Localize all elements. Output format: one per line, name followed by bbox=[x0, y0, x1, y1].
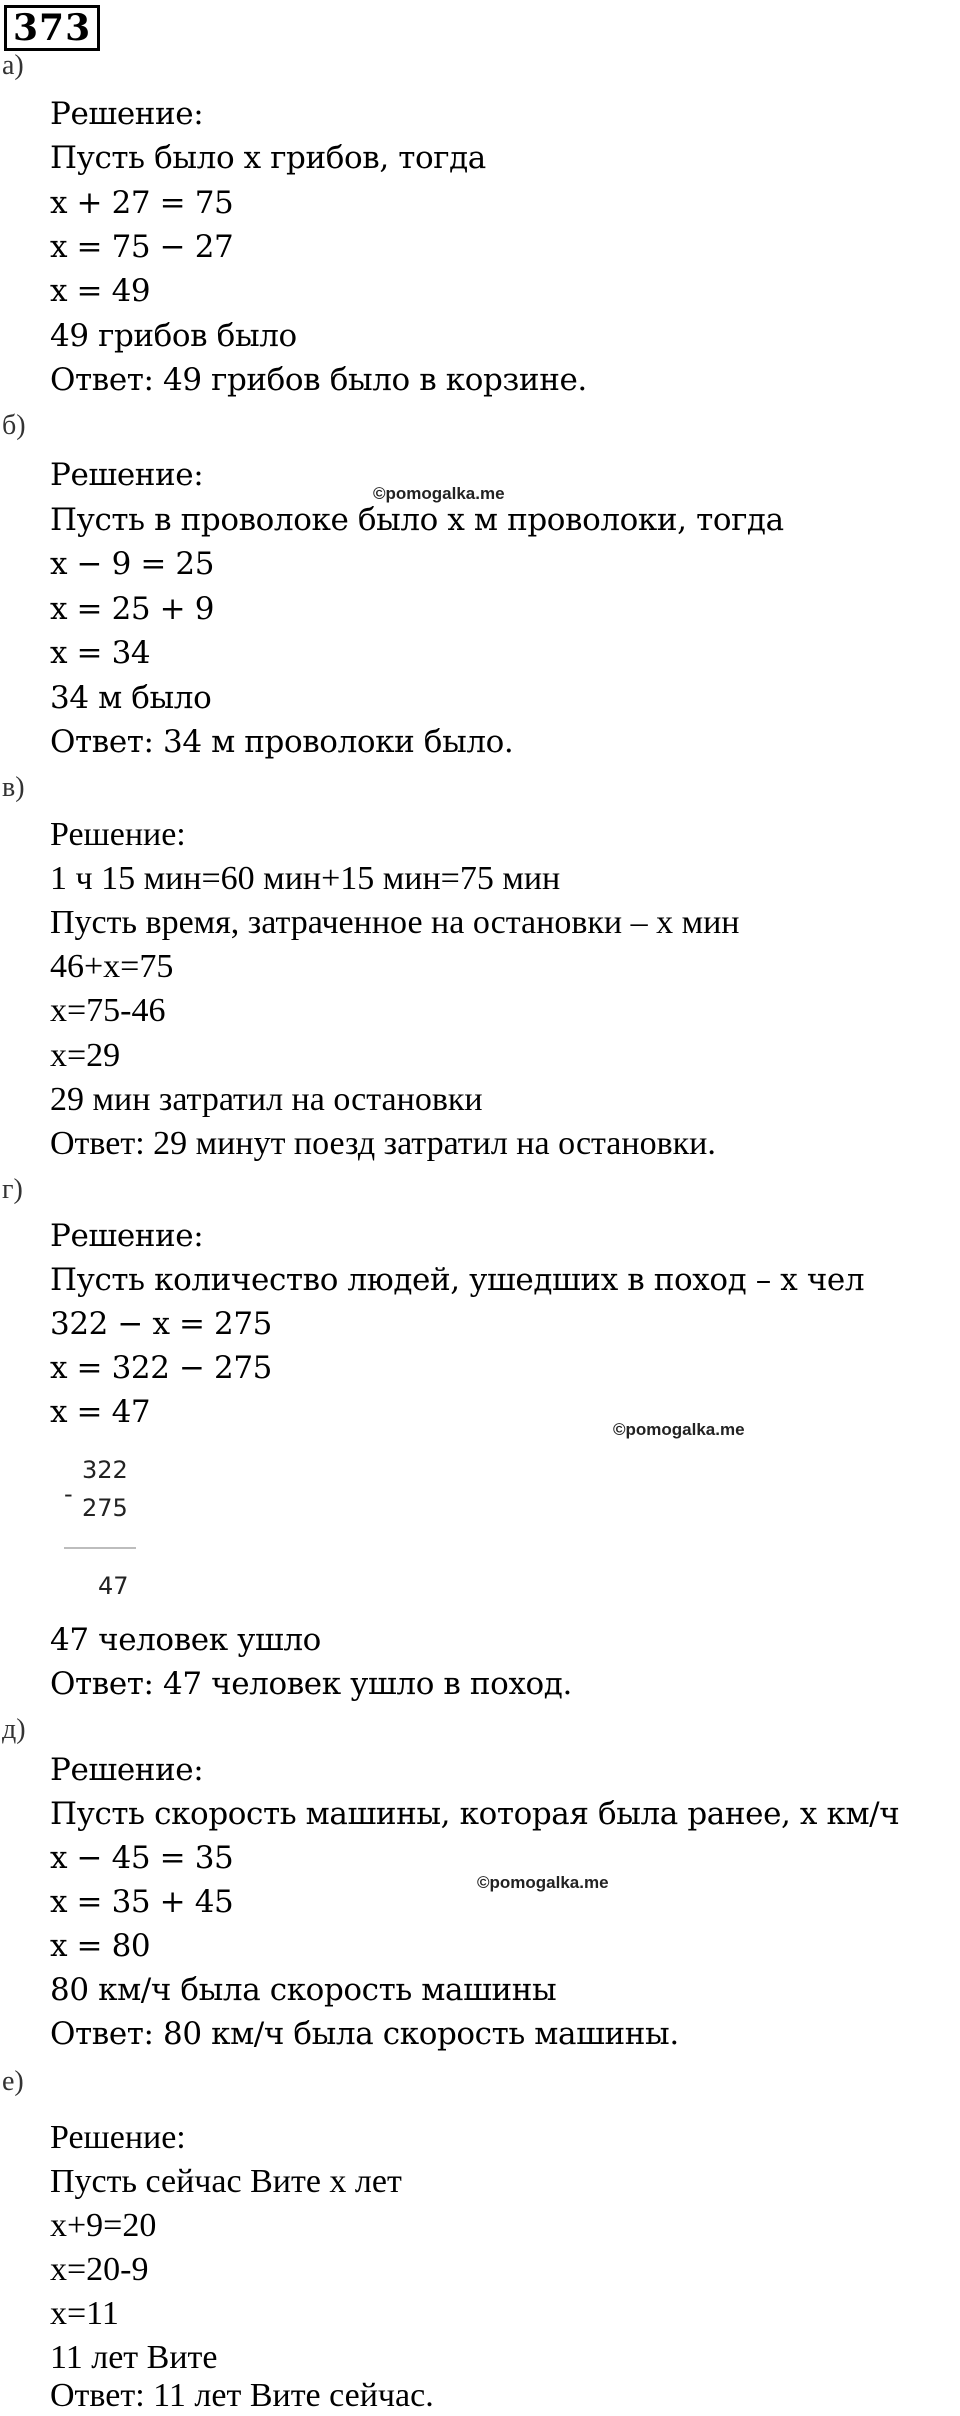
solution-heading: Решение: bbox=[50, 1218, 204, 1254]
answer-line: Ответ: 47 человек ушло в поход. bbox=[50, 1666, 572, 1702]
solution-line: 80 км/ч была скорость машины bbox=[50, 1972, 557, 2008]
minus-sign: - bbox=[64, 1480, 73, 1508]
section-label-e: е) bbox=[2, 2066, 24, 2097]
problem-number: 373 bbox=[4, 5, 100, 51]
equation-line: x = 80 bbox=[50, 1928, 151, 1964]
equation-line: х=11 bbox=[50, 2295, 119, 2332]
equation-line: x = 49 bbox=[50, 273, 151, 309]
equation-line: x = 75 − 27 bbox=[50, 229, 234, 265]
solution-line: 34 м было bbox=[50, 680, 212, 716]
answer-line: Ответ: 49 грибов было в корзине. bbox=[50, 362, 587, 398]
section-label-v: в) bbox=[2, 772, 25, 803]
solution-line: 29 мин затратил на остановки bbox=[50, 1081, 483, 1118]
section-label-d: д) bbox=[2, 1714, 26, 1745]
section-label-a: а) bbox=[2, 50, 24, 81]
solution-line: Пусть скорость машины, которая была ранее, x км/ч bbox=[50, 1796, 900, 1832]
solution-heading: Решение: bbox=[50, 457, 204, 493]
watermark: ©pomogalka.me bbox=[477, 1873, 609, 1892]
solution-line: Пусть было х грибов, тогда bbox=[50, 140, 486, 176]
section-label-b: б) bbox=[2, 410, 26, 441]
equation-line: x − 9 = 25 bbox=[50, 546, 215, 582]
solution-line: 1 ч 15 мин=60 мин+15 мин=75 мин bbox=[50, 860, 561, 897]
answer-line: Ответ: 34 м проволоки было. bbox=[50, 724, 514, 760]
solution-line: Пусть в проволоке было х м проволоки, тогда bbox=[50, 502, 784, 538]
equation-line: x = 322 − 275 bbox=[50, 1350, 272, 1386]
equation-line: 322 − x = 275 bbox=[50, 1306, 272, 1342]
equation-line: x = 34 bbox=[50, 635, 151, 671]
equation-line: х=29 bbox=[50, 1037, 121, 1074]
difference: 47 bbox=[98, 1572, 129, 1600]
subtrahend: 275 bbox=[82, 1494, 128, 1522]
solution-line: 49 грибов было bbox=[50, 318, 297, 354]
solution-heading: Решение: bbox=[50, 816, 186, 853]
watermark: ©pomogalka.me bbox=[373, 484, 505, 503]
solution-line: Пусть сейчас Вите х лет bbox=[50, 2163, 402, 2200]
equation-line: x + 27 = 75 bbox=[50, 185, 234, 221]
solution-line: 47 человек ушло bbox=[50, 1622, 321, 1658]
equation-line: х+9=20 bbox=[50, 2207, 157, 2244]
minuend: 322 bbox=[82, 1456, 128, 1484]
solution-line: 11 лет Вите bbox=[50, 2339, 218, 2376]
equation-line: 46+х=75 bbox=[50, 948, 174, 985]
solution-line: Пусть количество людей, ушедших в поход – х чел bbox=[50, 1262, 865, 1298]
solution-heading: Решение: bbox=[50, 1752, 204, 1788]
answer-line: Ответ: 11 лет Вите сейчас. bbox=[50, 2377, 434, 2414]
answer-line: Ответ: 80 км/ч была скорость машины. bbox=[50, 2016, 679, 2052]
equation-line: х=75-46 bbox=[50, 992, 166, 1029]
equation-line: х=20-9 bbox=[50, 2251, 149, 2288]
equation-line: x − 45 = 35 bbox=[50, 1840, 234, 1876]
equation-line: x = 25 + 9 bbox=[50, 591, 215, 627]
solution-line: Пусть время, затраченное на остановки – х мин bbox=[50, 904, 740, 941]
watermark: ©pomogalka.me bbox=[613, 1420, 745, 1439]
section-label-g: г) bbox=[2, 1174, 23, 1205]
solution-heading: Решение: bbox=[50, 2119, 186, 2156]
calc-underline bbox=[64, 1547, 136, 1549]
solution-heading: Решение: bbox=[50, 96, 204, 132]
equation-line: x = 47 bbox=[50, 1394, 151, 1430]
equation-line: x = 35 + 45 bbox=[50, 1884, 234, 1920]
answer-line: Ответ: 29 минут поезд затратил на остановки. bbox=[50, 1125, 716, 1162]
